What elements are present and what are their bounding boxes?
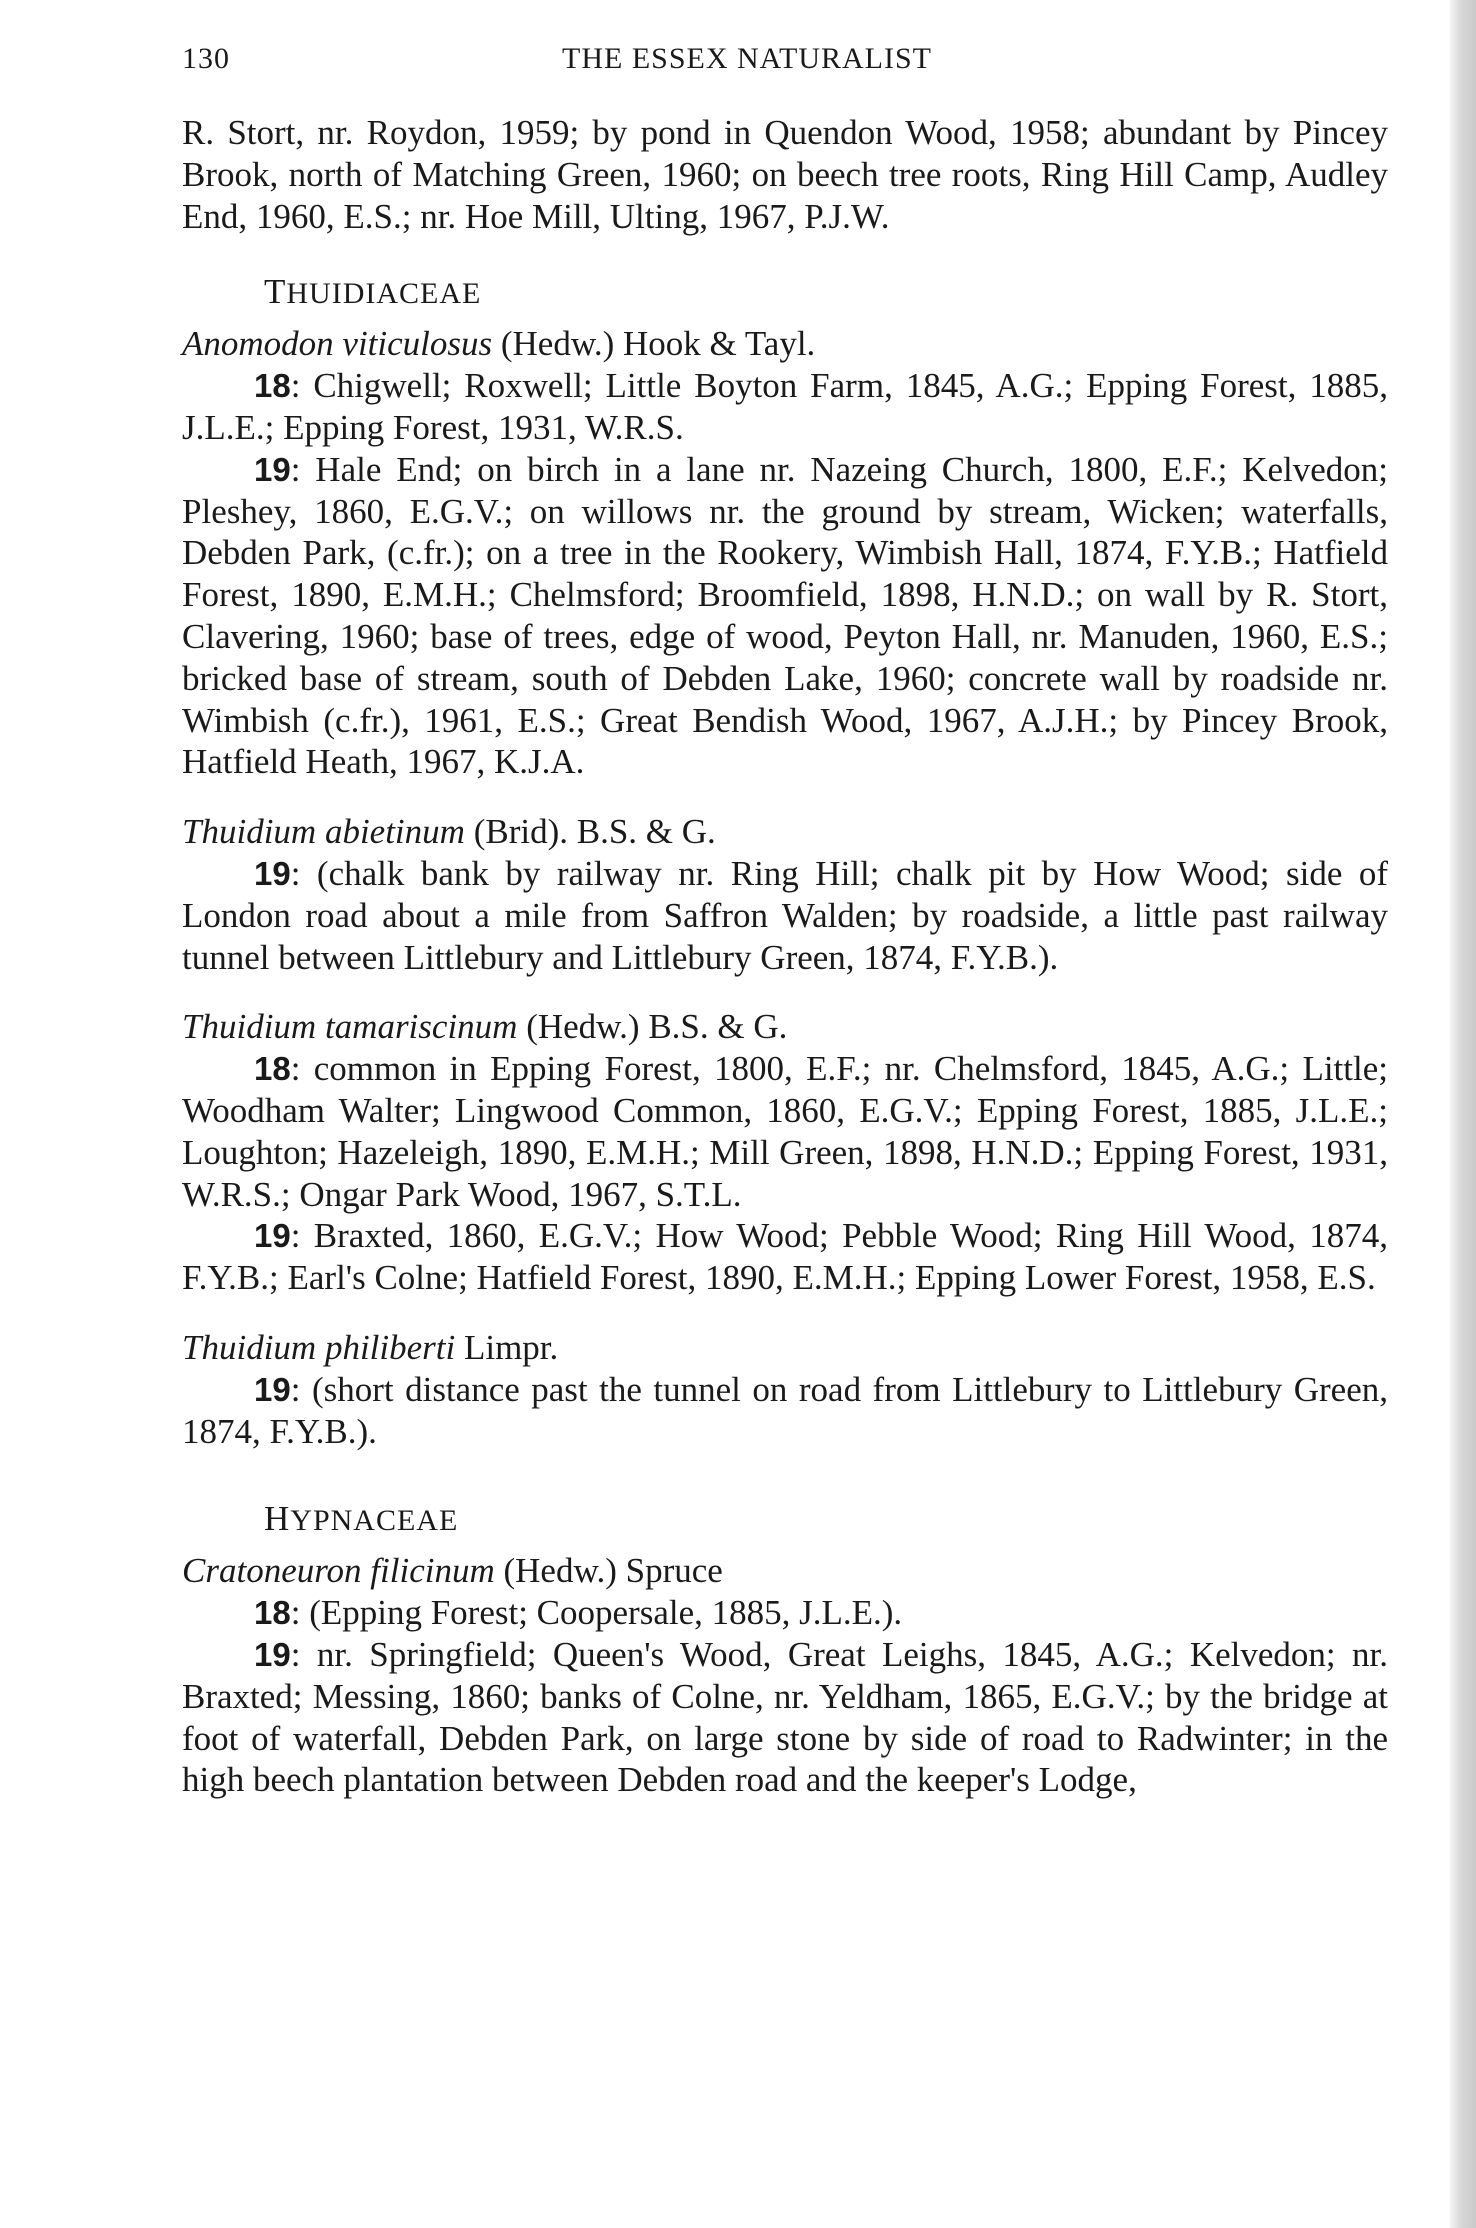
intro-paragraph: R. Stort, nr. Roydon, 1959; by pond in Quendon Wood, 1958; abundant by Pincey Brook, north of Matching Green, 1960; on beech tree roots, Ring Hill Camp, Audley End, 1960, E.S.; nr. Hoe Mill, Ulting, 1967, P.J.W. [182, 113, 1388, 236]
vc-record [182, 1592, 1388, 1634]
record-text: : (Epping Forest; Coopersale, 1885, J.L.E.). [290, 1593, 903, 1633]
species-binomial: Thuidium philiberti [182, 1327, 456, 1367]
vc-code: 18 [254, 367, 291, 405]
record-text: : Chigwell; Roxwell; Little Boyton Farm, 1845, A.G.; Epping Forest, 1885, J.L.E.; Epping Forest, 1931, W.R.S. [182, 366, 1388, 447]
vc-code: 18 [254, 1594, 291, 1632]
species-heading [182, 1327, 1388, 1369]
vc-code: 18 [254, 1050, 291, 1088]
record-text: : common in Epping Forest, 1800, E.F.; nr. Chelmsford, 1845, A.G.; Little; Woodham Walter; Lingwood Common, 1860, E.G.V.; Epping Forest, 1885, J.L.E.; Loughton; Hazeleigh, 1890, E.M.H.; Mill Green, 1898, H.N.D.; Epping Forest, 1931, W.R.S.; Ongar Park Wood, 1967, S.T.L. [182, 1049, 1388, 1214]
vc-code: 19 [254, 1635, 291, 1673]
species-authority: (Hedw.) B.S. & G. [517, 1007, 788, 1047]
vc-record [182, 1048, 1388, 1215]
running-title: THE ESSEX NATURALIST [562, 42, 932, 75]
species-binomial: Thuidium tamariscinum [182, 1007, 518, 1047]
vc-code: 19 [254, 450, 291, 488]
page-edge-shadow [1450, 0, 1476, 2228]
species-binomial: Anomodon viticulosus [182, 324, 493, 364]
species-heading [182, 1550, 1388, 1592]
family-heading-thuidiaceae: THUIDIACEAE [264, 272, 482, 312]
vc-record [182, 1634, 1388, 1801]
vc-record [182, 1215, 1388, 1299]
species-authority: (Hedw.) Hook & Tayl. [492, 324, 816, 364]
vc-code: 19 [254, 1217, 291, 1255]
page-body [182, 112, 1388, 1801]
vc-record [182, 853, 1388, 978]
species-authority: (Hedw.) Spruce [494, 1551, 723, 1591]
species-heading [182, 1006, 1388, 1048]
species-authority: (Brid). B.S. & G. [464, 812, 716, 852]
species-binomial: Thuidium abietinum [182, 812, 465, 852]
vc-record [182, 365, 1388, 449]
page-header [182, 34, 1388, 82]
family-heading-hypnaceae: HYPNACEAE [264, 1499, 459, 1539]
vc-code: 19 [254, 854, 291, 892]
species-binomial: Cratoneuron filicinum [182, 1551, 495, 1591]
species-authority: Limpr. [455, 1327, 559, 1367]
vc-code: 19 [254, 1370, 291, 1408]
species-heading [182, 323, 1388, 365]
record-text: : nr. Springfield; Queen's Wood, Great Leighs, 1845, A.G.; Kelvedon; nr. Braxted; Messing, 1860; banks of Colne, nr. Yeldham, 1865, E.G.V.; by the bridge at foot of waterfall, Debden Park, on large stone by side of road to Radwinter; in the high beech plantation between Debden road and the keeper's Lodge, [182, 1634, 1388, 1800]
record-text: : Hale End; on birch in a lane nr. Nazeing Church, 1800, E.F.; Kelvedon; Pleshey, 1860, E.G.V.; on willows nr. the ground by stream, Wicken; waterfalls, Debden Park, (c.fr.); on a tree in the Rookery, Wimbish Hall, 1874, F.Y.B.; Hatfield Forest, 1890, E.M.H.; Chelmsford; Broomfield, 1898, H.N.D.; on wall by R. Stort, Clavering, 1960; base of trees, edge of wood, Peyton Hall, nr. Manuden, 1960, E.S.; bricked base of stream, south of Debden Lake, 1960; concrete wall by roadside nr. Wimbish (c.fr.), 1961, E.S.; Great Bendish Wood, 1967, A.J.H.; by Pincey Brook, Hatfield Heath, 1967, K.J.A. [182, 449, 1388, 782]
record-text: : Braxted, 1860, E.G.V.; How Wood; Pebble Wood; Ring Hill Wood, 1874, F.Y.B.; Earl's Colne; Hatfield Forest, 1890, E.M.H.; Epping Lower Forest, 1958, E.S. [182, 1216, 1388, 1298]
record-text: : (short distance past the tunnel on road from Littlebury to Littlebury Green, 1874, F.Y.B.). [182, 1369, 1388, 1451]
vc-record [182, 1369, 1388, 1453]
species-heading [182, 811, 1388, 853]
vc-record [182, 449, 1388, 783]
record-text: : (chalk bank by railway nr. Ring Hill; chalk pit by How Wood; side of London road about a mile from Saffron Walden; by roadside, a little past railway tunnel between Littlebury and Littlebury Green, 1874, F.Y.B.). [182, 853, 1388, 977]
page-number: 130 [182, 42, 230, 75]
